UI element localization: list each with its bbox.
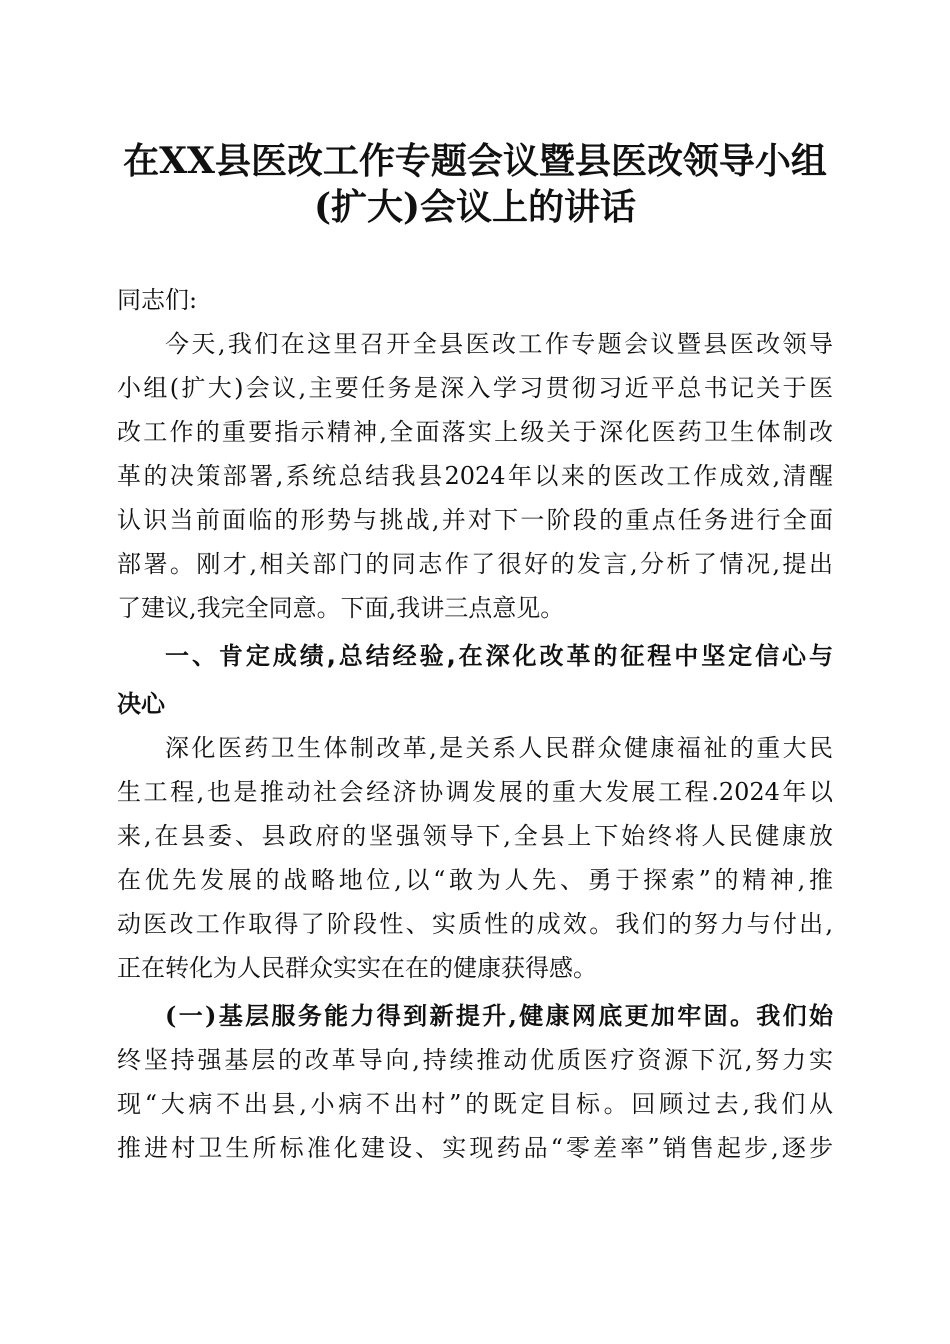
section-heading-line: 一、肯定成绩,总结经验,在深化改革的征程中坚定信心与 (165, 642, 833, 670)
paragraph-1-line: 小组(扩大)会议,主要任务是深入学习贯彻习近平总书记关于医 (117, 374, 833, 402)
paragraph-3-line: 终坚持强基层的改革导向,持续推动优质医疗资源下沉,努力实 (117, 1046, 833, 1074)
paragraph-2-line: 动医改工作取得了阶段性、实质性的成效。我们的努力与付出, (117, 910, 833, 938)
paragraph-3-line: (一)基层服务能力得到新提升,健康网底更加牢固。我们始 (165, 1001, 833, 1030)
paragraph-2-line: 在优先发展的战略地位,以“敢为人先、勇于探索”的精神,推 (117, 866, 833, 894)
paragraph-1-line: 革的决策部署,系统总结我县2024年以来的医改工作成效,清醒 (117, 462, 833, 490)
paragraph-1-line: 部署。刚才,相关部门的同志作了很好的发言,分析了情况,提出 (117, 550, 833, 578)
paragraph-3-line: 现“大病不出县,小病不出村”的既定目标。回顾过去,我们从 (117, 1090, 833, 1118)
paragraph-1-line: 今天,我们在这里召开全县医改工作专题会议暨县医改领导 (165, 330, 833, 358)
paragraph-1-line: 改工作的重要指示精神,全面落实上级关于深化医药卫生体制改 (117, 418, 833, 446)
paragraph-2-line: 来,在县委、县政府的坚强领导下,全县上下始终将人民健康放 (117, 822, 833, 850)
paragraph-1-line: 了建议,我完全同意。下面,我讲三点意见。 (117, 594, 565, 622)
paragraph-2-line: 生工程,也是推动社会经济协调发展的重大发展工程.2024年以 (117, 778, 833, 806)
section-heading-line: 决心 (117, 690, 165, 718)
paragraph-2-line: 深化医药卫生体制改革,是关系人民群众健康福祉的重大民 (165, 734, 833, 762)
paragraph-3-line: 推进村卫生所标准化建设、实现药品“零差率”销售起步,逐步 (117, 1134, 833, 1162)
document-title-line-2: (扩大)会议上的讲话 (313, 186, 637, 228)
paragraph-1-line: 认识当前面临的形势与挑战,并对下一阶段的重点任务进行全面 (117, 506, 833, 534)
paragraph-2-line: 正在转化为人民群众实实在在的健康获得感。 (117, 954, 597, 982)
document-title-line-1: 在XX县医改工作专题会议暨县医改领导小组 (123, 140, 827, 182)
salutation: 同志们: (117, 286, 198, 314)
